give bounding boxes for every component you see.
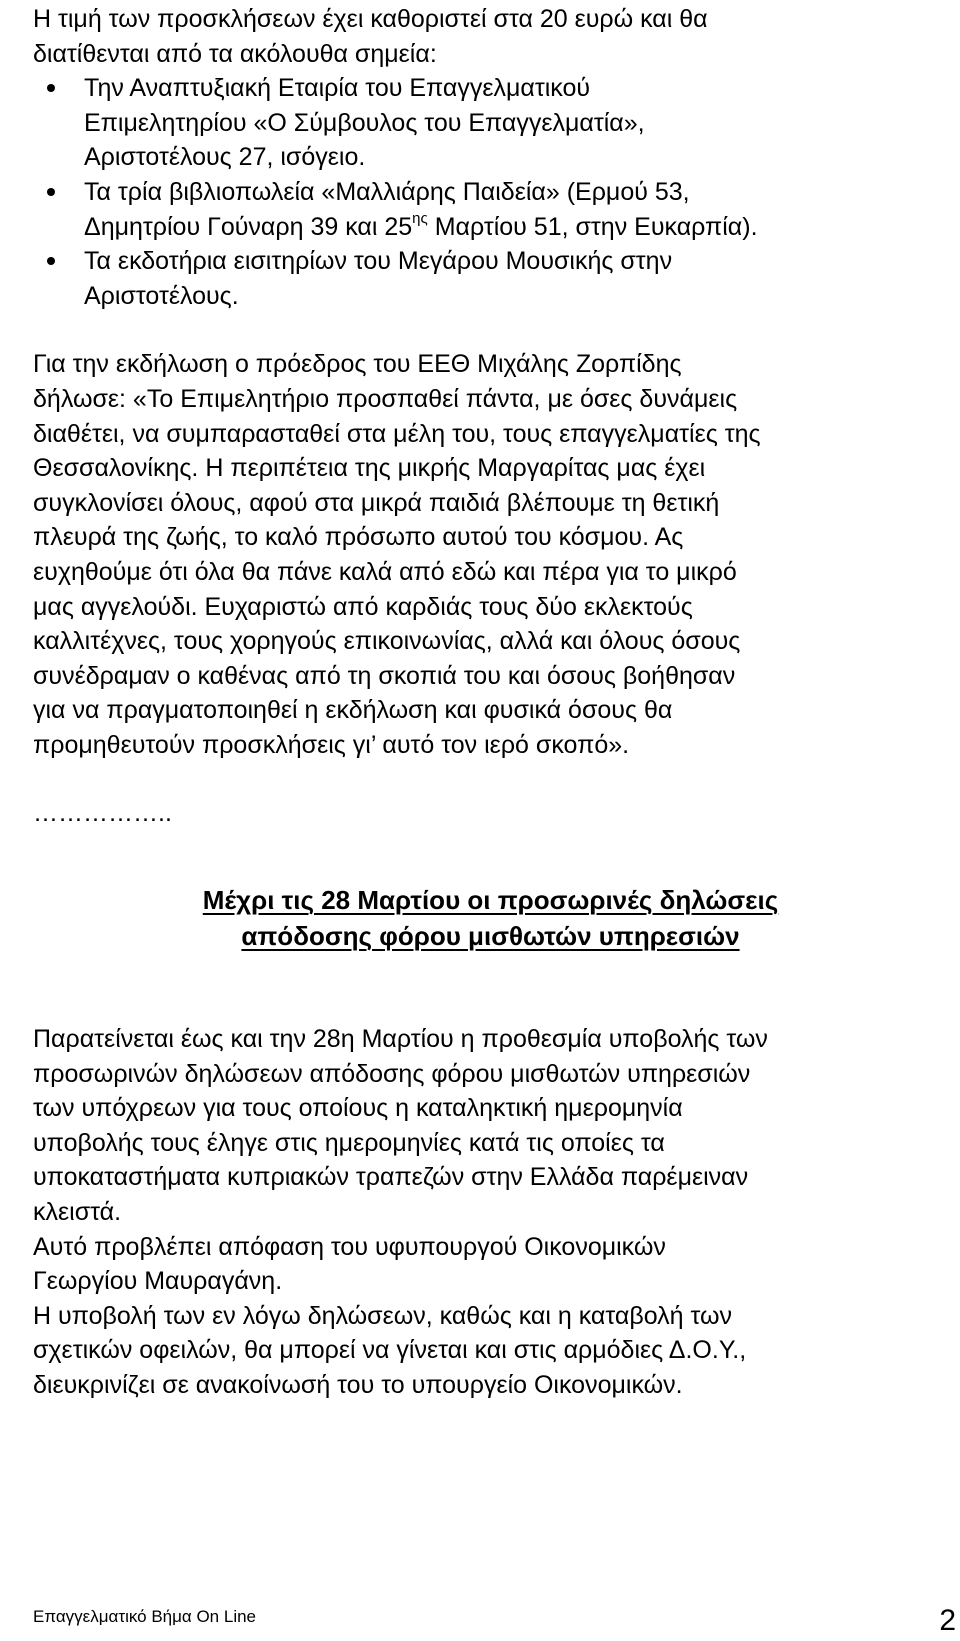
text-line: σχετικών οφειλών, θα μπορεί να γίνεται και στις αρμόδιες Δ.Ο.Υ., (33, 1336, 747, 1365)
ordinal-superscript: ης (412, 209, 428, 227)
text-line: Αριστοτέλους. (84, 281, 239, 310)
bullet-icon (47, 257, 55, 265)
text-line: δήλωσε: «Το Επιμελητήριο προσπαθεί πάντα, με όσες δυνάμεις (33, 384, 738, 413)
text-line: υποβολής τους έληγε στις ημερομηνίες κατά τις οποίες τα (33, 1128, 665, 1157)
bullet-icon (47, 188, 55, 196)
page-footer (33, 1601, 956, 1641)
text-line: μας αγγελούδι. Ευχαριστώ από καρδιάς τους δύο εκλεκτούς (33, 592, 693, 621)
president-quote-paragraph (33, 347, 948, 762)
text-line: συνέδραμαν ο καθένας από τη σκοπιά του και όσους βοήθησαν (33, 661, 736, 690)
text-line: καλλιτέχνες, τους χορηγούς επικοινωνίας, αλλά και όλους όσους (33, 627, 741, 656)
intro-paragraph (33, 2, 948, 71)
heading-line: Μέχρι τις 28 Μαρτίου οι προσωρινές δηλώσεις (202, 885, 779, 916)
text-line: ευχηθούμε ότι όλα θα πάνε καλά από εδώ και πέρα για το μικρό (33, 557, 737, 586)
document-page (33, 0, 956, 1637)
page-number: 2 (939, 1604, 956, 1637)
text-line: Γεωργίου Μαυραγάνη. (33, 1267, 283, 1296)
article-body (33, 1022, 948, 1403)
text-line: Αριστοτέλους 27, ισόγειο. (84, 143, 366, 172)
footer-publication-name: Επαγγελματικό Βήμα On Line (33, 1607, 257, 1626)
sales-points-list (33, 71, 948, 313)
article-heading (33, 882, 948, 954)
text-line: προμηθευτούν προσκλήσεις γι’ αυτό τον ιερό σκοπό». (33, 730, 630, 759)
text-fragment: Δημητρίου Γούναρη 39 και 25 (84, 212, 413, 241)
text-fragment: Μαρτίου 51, στην Ευκαρπία). (427, 212, 758, 241)
bullet-icon (47, 84, 55, 92)
section-separator: …………….. (33, 799, 172, 828)
list-item (33, 71, 948, 175)
list-item (33, 175, 948, 244)
text-line: για να πραγματοποιηθεί η εκδήλωση και φυσικά όσους θα (33, 696, 673, 725)
text-line: Η τιμή των προσκλήσεων έχει καθοριστεί στα 20 ευρώ και θα (33, 5, 708, 33)
text-line: Επιμελητηρίου «Ο Σύμβουλος του Επαγγελματία», (84, 108, 645, 137)
text-line: Αυτό προβλέπει απόφαση του υφυπουργού Οικονομικών (33, 1232, 666, 1261)
text-line: διατίθενται από τα ακόλουθα σημεία: (33, 39, 437, 68)
text-line: των υπόχρεων για τους οποίους η καταληκτική ημερομηνία (33, 1094, 683, 1123)
text-line: Η υποβολή των εν λόγω δηλώσεων, καθώς και η καταβολή των (33, 1301, 733, 1330)
text-line: Τα εκδοτήρια εισιτηρίων του Μεγάρου Μουσικής στην (84, 247, 673, 276)
text-line: διαθέτει, να συμπαρασταθεί στα μέλη του, τους επαγγελματίες της (33, 419, 761, 448)
text-line: πλευρά της ζωής, το καλό πρόσωπο αυτού του κόσμου. Ας (33, 523, 684, 552)
text-line: Για την εκδήλωση ο πρόεδρος του ΕΕΘ Μιχάλης Ζορπίδης (33, 350, 682, 379)
list-item (33, 244, 948, 313)
text-line (84, 210, 948, 245)
heading-line: απόδοσης φόρου μισθωτών υπηρεσιών (241, 921, 740, 952)
text-line: προσωρινών δηλώσεων απόδοσης φόρου μισθωτών υπηρεσιών (33, 1059, 751, 1088)
text-line: Τα τρία βιβλιοπωλεία «Μαλλιάρης Παιδεία» (Ερμού 53, (84, 177, 690, 206)
text-line: Παρατείνεται έως και την 28η Μαρτίου η προθεσμία υποβολής των (33, 1025, 768, 1054)
text-line: συγκλονίσει όλους, αφού στα μικρά παιδιά βλέπουμε τη θετική (33, 488, 720, 517)
text-line: Θεσσαλονίκης. Η περιπέτεια της μικρής Μαργαρίτας μας έχει (33, 454, 706, 483)
text-line: Την Αναπτυξιακή Εταιρία του Επαγγελματικού (84, 74, 591, 103)
text-line: διευκρινίζει σε ανακοίνωσή του το υπουργείο Οικονομικών. (33, 1371, 683, 1399)
text-line: κλειστά. (33, 1198, 122, 1227)
text-line: υποκαταστήματα κυπριακών τραπεζών στην Ελλάδα παρέμειναν (33, 1163, 749, 1192)
